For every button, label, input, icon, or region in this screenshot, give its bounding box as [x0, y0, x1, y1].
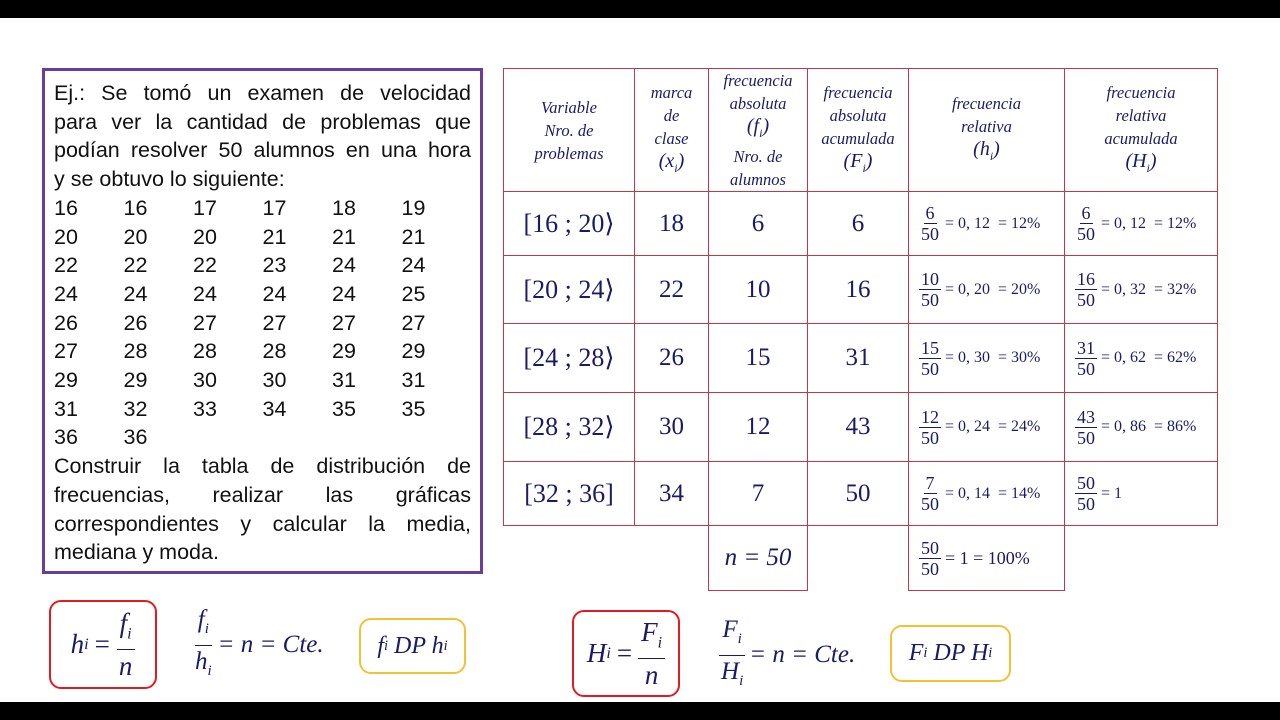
H-result: = 0, 62 = 62%: [1101, 349, 1197, 366]
data-number: 20: [123, 224, 148, 249]
absolute-frequency-cell: 10: [709, 256, 808, 324]
interval-cell: [24 ; 28⟩: [504, 324, 635, 393]
empty-cell: [504, 526, 635, 591]
header-frel-line1: frecuencia: [951, 94, 1022, 113]
empty-cell: [808, 526, 909, 591]
H-denominator: 50: [1077, 224, 1095, 244]
h-denominator: 50: [921, 494, 939, 514]
interval-cell: [16 ; 20⟩: [504, 192, 635, 256]
h-def-lhs: h: [70, 629, 85, 659]
total-h-cell: [909, 526, 1065, 591]
interval-cell: [28 ; 32⟩: [504, 393, 635, 462]
h-def-lhs-sub: i: [84, 635, 89, 653]
data-number: 27: [193, 310, 217, 335]
data-number: 21: [262, 224, 287, 249]
relative-frequency-cell: [909, 324, 1065, 393]
data-number: 24: [54, 281, 78, 306]
table-row: [504, 324, 1218, 393]
h-ratio-denominator: h: [195, 647, 208, 675]
cumulative-frequency-cell: 43: [808, 393, 909, 462]
empty-cell: [635, 526, 709, 591]
header-variable-line3: problemas: [534, 143, 604, 163]
header-marca-line1: marca: [650, 82, 693, 102]
table-header-row: [504, 69, 1218, 192]
header-variable: [504, 69, 635, 192]
intro-line-3: podían resolver 50 alumnos en una hora: [54, 138, 471, 163]
h-definition-formula: h i = $\frac{f_i}{n}$: [49, 600, 157, 689]
data-number: 29: [401, 339, 426, 364]
data-number: 16: [123, 195, 148, 220]
data-numbers-grid: [54, 194, 471, 452]
h-def-numerator: f: [119, 607, 128, 638]
top-letterbox-bar: [0, 0, 1280, 18]
data-number: 35: [332, 396, 356, 421]
cumulative-relative-frequency-cell: [1065, 324, 1218, 393]
data-number: 29: [123, 368, 148, 393]
h-denominator: 50: [921, 358, 939, 379]
data-number: 27: [262, 310, 287, 335]
data-number: 31: [54, 396, 78, 421]
table-row: [504, 256, 1218, 324]
class-mark-cell: 22: [635, 256, 709, 324]
data-number: 17: [262, 195, 287, 220]
H-def-numerator: F: [641, 616, 658, 647]
H-dp-relation: F i DP H i: [890, 625, 1011, 682]
data-number: 24: [401, 253, 426, 278]
intro-line-1: Ej.: Se tomó un examen de velocidad: [54, 81, 471, 105]
task-line-2: frecuencias, realizar las gráficas: [54, 482, 471, 507]
relative-frequency-cell: [909, 462, 1065, 526]
h-ratio-rhs: = n = Cte.: [217, 631, 324, 658]
data-number: 28: [123, 339, 148, 364]
H-denominator: 50: [1077, 494, 1095, 514]
H-def-lhs: H: [586, 638, 607, 668]
data-number: 17: [193, 195, 217, 220]
data-number: 30: [193, 368, 217, 393]
absolute-frequency-cell: 15: [709, 324, 808, 393]
H-result: = 0, 32 = 32%: [1101, 280, 1197, 298]
bottom-letterbox-bar: [0, 702, 1280, 720]
header-frelac-line1: frecuencia: [1106, 82, 1176, 102]
data-number: 24: [193, 281, 217, 306]
h-denominator: 50: [921, 427, 939, 448]
empty-cell: [1065, 526, 1218, 591]
header-frel-symbol: $(h_i)$: [973, 138, 1000, 163]
header-fabs-line2: absoluta: [729, 94, 787, 113]
h-numerator: 10: [921, 269, 939, 289]
header-frelac-line2: relativa: [1115, 105, 1167, 125]
data-number: 22: [54, 253, 78, 278]
task-line-1: Construir la tabla de distribución de: [54, 454, 471, 479]
H-definition-formula: H i = $\frac{F_i}{n}$: [572, 610, 680, 697]
H-ratio-numerator: F: [722, 615, 738, 643]
class-mark-cell: 18: [635, 192, 709, 256]
table-total-row: [504, 526, 1218, 591]
data-number: 29: [54, 368, 78, 393]
header-frelac-line3: acumulada: [1104, 128, 1178, 148]
h-result: = 0, 12 = 12%: [945, 214, 1041, 232]
frequency-distribution-table: [503, 68, 1218, 591]
data-number: 21: [401, 224, 426, 249]
H-result: = 0, 12 = 12%: [1101, 214, 1197, 232]
header-frecuencia-absoluta-acumulada: [808, 69, 909, 192]
data-number: 31: [401, 368, 426, 393]
data-number: 24: [123, 281, 148, 306]
data-number: 20: [193, 224, 217, 249]
data-number: 18: [332, 195, 356, 220]
header-frecuencia-relativa-acumulada: [1065, 69, 1218, 192]
h-numerator: 12: [921, 406, 939, 427]
header-marca-clase: [635, 69, 709, 192]
H-denominator: 50: [1077, 290, 1095, 310]
problem-statement-box: [42, 68, 483, 574]
data-number: 36: [123, 425, 148, 450]
total-n-cell: n = 50: [709, 526, 808, 591]
data-number: 24: [332, 281, 356, 306]
H-def-equals: =: [616, 638, 633, 668]
interval-cell: [20 ; 24⟩: [504, 256, 635, 324]
data-number: 27: [401, 310, 426, 335]
header-facum-symbol: $(F_i)$: [843, 149, 873, 175]
H-dp-text: DP H: [927, 640, 989, 666]
h-result: = 0, 30 = 30%: [945, 349, 1041, 366]
H-numerator: 6: [1081, 203, 1091, 223]
absolute-frequency-cell: 7: [709, 462, 808, 526]
h-def-denominator: n: [118, 651, 133, 682]
absolute-frequency-cell: 12: [709, 393, 808, 462]
cumulative-frequency-cell: 6: [808, 192, 909, 256]
table-row: [504, 393, 1218, 462]
h-numerator: 7: [925, 473, 935, 493]
header-fabs-line3: Nro. de: [733, 147, 783, 166]
H-ratio-denominator: H: [721, 657, 740, 685]
data-number: 30: [262, 368, 287, 393]
H-ratio-rhs: = n = Cte.: [749, 641, 856, 668]
H-ratio-formula: $\frac{F_i}{H_i}$ = n = Cte.: [721, 615, 856, 689]
header-marca-line3: clase: [654, 128, 689, 148]
data-number: 28: [262, 339, 287, 364]
cumulative-frequency-cell: 50: [808, 462, 909, 526]
header-fabs-symbol: $(f_i)$: [746, 115, 770, 140]
header-frecuencia-absoluta: [709, 69, 808, 192]
H-def-lhs-sub: i: [606, 644, 611, 662]
relative-frequency-cell: [909, 393, 1065, 462]
data-number: 22: [193, 253, 217, 278]
table-row: [504, 192, 1218, 256]
header-frecuencia-relativa: [909, 69, 1065, 192]
data-number: 27: [54, 339, 78, 364]
data-number: 22: [123, 253, 148, 278]
header-variable-line2: Nro. de: [544, 120, 594, 140]
intro-line-2: para ver la cantidad de problemas que: [54, 109, 471, 134]
data-number: 24: [332, 253, 356, 278]
h-dp-text: DP h: [388, 632, 444, 659]
H-result: = 1: [1101, 484, 1123, 502]
data-number: 16: [54, 195, 78, 220]
class-mark-cell: 26: [635, 324, 709, 393]
data-number: 26: [123, 310, 148, 335]
cumulative-frequency-cell: 16: [808, 256, 909, 324]
data-number: 34: [262, 396, 287, 421]
h-result: = 0, 24 = 24%: [945, 418, 1041, 435]
cumulative-relative-frequency-cell: [1065, 462, 1218, 526]
H-result: = 0, 86 = 86%: [1101, 418, 1197, 435]
h-result: = 0, 14 = 14%: [945, 484, 1041, 502]
total-h-numerator: 50: [921, 537, 939, 558]
H-numerator: 50: [1077, 473, 1095, 493]
data-number: 36: [54, 425, 78, 450]
header-marca-symbol: $(x_i)$: [658, 149, 685, 175]
intro-line-4: y se obtuvo lo siguiente:: [54, 167, 285, 192]
cumulative-relative-frequency-cell: [1065, 192, 1218, 256]
task-line-4: mediana y moda.: [54, 540, 219, 565]
header-marca-line2: de: [663, 105, 680, 125]
total-h-denominator: 50: [921, 558, 939, 579]
data-number: 24: [262, 281, 287, 306]
data-number: 27: [332, 310, 356, 335]
data-number: 26: [54, 310, 78, 335]
h-numerator: 15: [921, 337, 939, 358]
H-numerator: 43: [1077, 406, 1095, 427]
H-denominator: 50: [1077, 427, 1095, 448]
h-ratio-numerator: f: [197, 605, 205, 633]
h-def-equals: =: [94, 629, 110, 659]
h-dp-fi: f: [377, 632, 385, 659]
relative-frequency-cell: [909, 256, 1065, 324]
header-facum-line3: acumulada: [821, 128, 895, 148]
header-frel-line2: relativa: [961, 117, 1012, 136]
data-number: 35: [401, 396, 426, 421]
h-denominator: 50: [921, 290, 939, 310]
data-number: 21: [332, 224, 356, 249]
relative-frequency-cell: [909, 192, 1065, 256]
h-ratio-formula: $\frac{f_i}{h_i}$ = n = Cte.: [195, 605, 324, 679]
cumulative-relative-frequency-cell: [1065, 256, 1218, 324]
h-result: = 0, 20 = 20%: [945, 280, 1041, 298]
absolute-frequency-cell: 6: [709, 192, 808, 256]
cumulative-relative-frequency-cell: [1065, 393, 1218, 462]
header-variable-line1: Variable: [541, 97, 597, 117]
data-number: 25: [401, 281, 426, 306]
data-number: 19: [401, 195, 426, 220]
table-row: [504, 462, 1218, 526]
header-fabs-line4: alumnos: [730, 170, 786, 189]
class-mark-cell: 30: [635, 393, 709, 462]
data-number: 32: [123, 396, 148, 421]
h-dp-relation: f i DP h i: [359, 618, 466, 674]
header-facum-line2: absoluta: [829, 105, 887, 125]
h-numerator: 6: [925, 203, 935, 223]
H-dp-Fi: F: [908, 640, 924, 666]
data-number: 23: [262, 253, 287, 278]
header-frelac-symbol: $(H_i)$: [1125, 149, 1157, 175]
H-def-denominator: n: [644, 660, 659, 691]
data-number: 29: [332, 339, 356, 364]
H-numerator: 16: [1077, 269, 1095, 289]
data-number: 28: [193, 339, 217, 364]
header-facum-line1: frecuencia: [823, 82, 893, 102]
class-mark-cell: 34: [635, 462, 709, 526]
H-denominator: 50: [1077, 358, 1095, 379]
H-numerator: 31: [1077, 337, 1095, 358]
h-denominator: 50: [921, 224, 939, 244]
data-number: 20: [54, 224, 78, 249]
cumulative-frequency-cell: 31: [808, 324, 909, 393]
interval-cell: [32 ; 36]: [504, 462, 635, 526]
task-line-3: correspondientes y calcular la media,: [54, 511, 471, 536]
total-h-result: = 1 = 100%: [945, 547, 1030, 568]
data-number: 31: [332, 368, 356, 393]
data-number: 33: [193, 396, 217, 421]
header-fabs-line1: frecuencia: [723, 71, 793, 90]
